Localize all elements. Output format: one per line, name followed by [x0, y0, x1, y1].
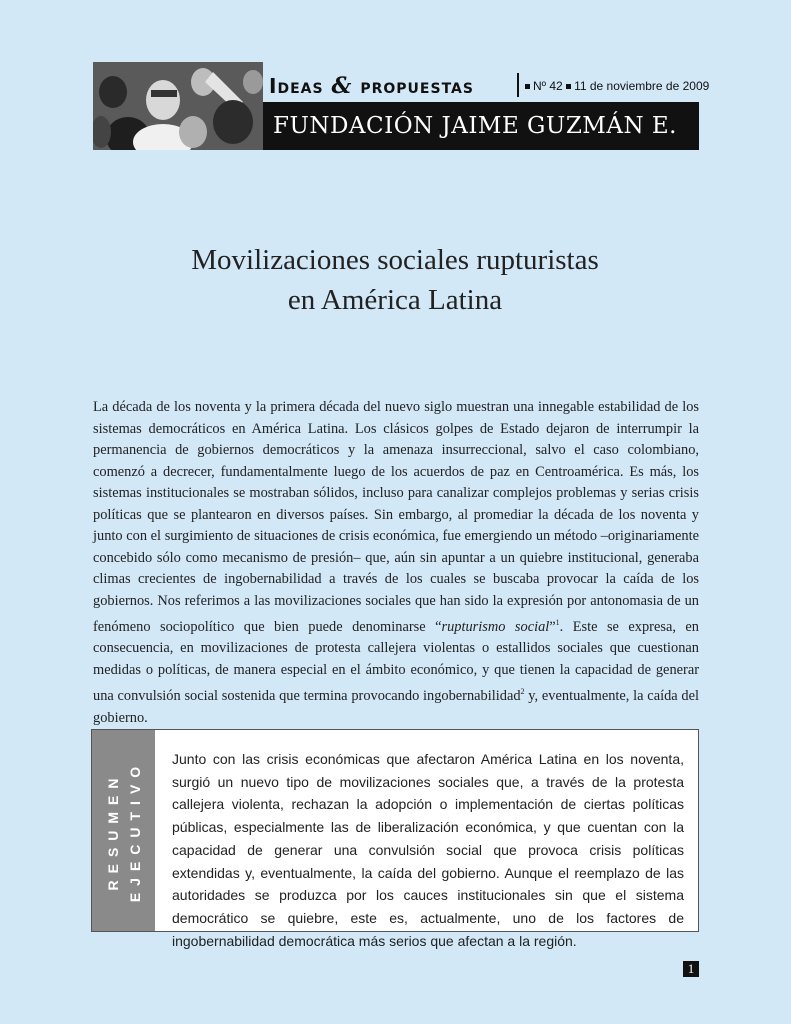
foundation-name: FUNDACIÓN JAIME GUZMÁN E.: [263, 102, 699, 150]
article-title: Movilizaciones sociales rupturistas en América Latina: [191, 244, 599, 316]
summary-text: Junto con las crisis económicas que afectaron América Latina en los noventa, surgió un nuevo tipo de movilizaciones sociales que, a través de la protesta callejera violenta, rechazan la adopción o implementación de ciertas políticas públicas, especialmente las de liberalización económica, y que cuentan con la capacidad de generar una convulsión social que provoca crisis políticas extendidas y, eventualmente, la caída del gobierno. Aunque el reemplazo de las autoridades se produzca por los cauces institucionales sin que el sistema democrático se quiebre, este es, actualmente, uno de los factores de ingobernabilidad democrática más serios que afectan a la región.: [172, 751, 684, 949]
issue-info: [525, 79, 709, 93]
issue-number: Nº 42: [533, 79, 563, 93]
summary-tab: [92, 730, 155, 931]
issue-date: 11 de noviembre de 2009: [574, 79, 710, 93]
emphasis-term: rupturismo social: [441, 618, 550, 635]
page-number: 1: [683, 961, 699, 977]
footnote-ref-1: 1: [555, 618, 560, 627]
masthead-photo: [93, 62, 263, 150]
publication-brand: Ideas & propuestas: [269, 73, 474, 99]
masthead-brand-row: [269, 73, 710, 99]
brand-divider: [517, 73, 519, 97]
summary-tab-label: RESUMEN EJECUTIVO: [104, 759, 143, 902]
footnote-ref-2: 2: [520, 687, 525, 697]
article-body: La década de los noventa y la primera década del nuevo siglo muestran una innegable estabilidad de los sistemas democráticos en América Latina. Los clásicos golpes de Estado dejaron de interrumpir la permanencia de gobiernos democráticos y la amenaza insurreccional, salvo el caso colombiano, comenzó a decrecer, fundamentalmente luego de los acuerdos de paz en Centroamérica. Es más, los sistemas institucionales se mostraban sólidos, incluso para canalizar complejos problemas y serias crisis políticas que se plantearon en diversos países. Sin embargo, al promediar la década de los noventa y junto con el surgimiento de situaciones de crisis económica, fue emergiendo un método –originariamente concebido sólo como mecanismo de presión– que, aún sin apuntar a un quiebre institucional, generaba climas crecientes de ingobernabilidad a través de los cuales se buscaba provocar la caída de los gobiernos. Nos referimos a las movilizaciones sociales que han sido la expresión por antonomasia de un fenómeno sociopolítico que bien puede denominarse “rupturismo social”$^1$. Este se expresa, en consecuencia, en movilizaciones de protesta callejera violentas o estallidos sociales que cuestionan medidas o políticas, de manera especial en el ámbito económico, y que tienen la capacidad de generar una convulsión social sostenida que termina provocando ingobernabilidad$^2$ y, eventualmente, la caída del gobierno.: [93, 399, 699, 726]
masthead: [93, 62, 710, 150]
executive-summary-box: [91, 729, 699, 949]
